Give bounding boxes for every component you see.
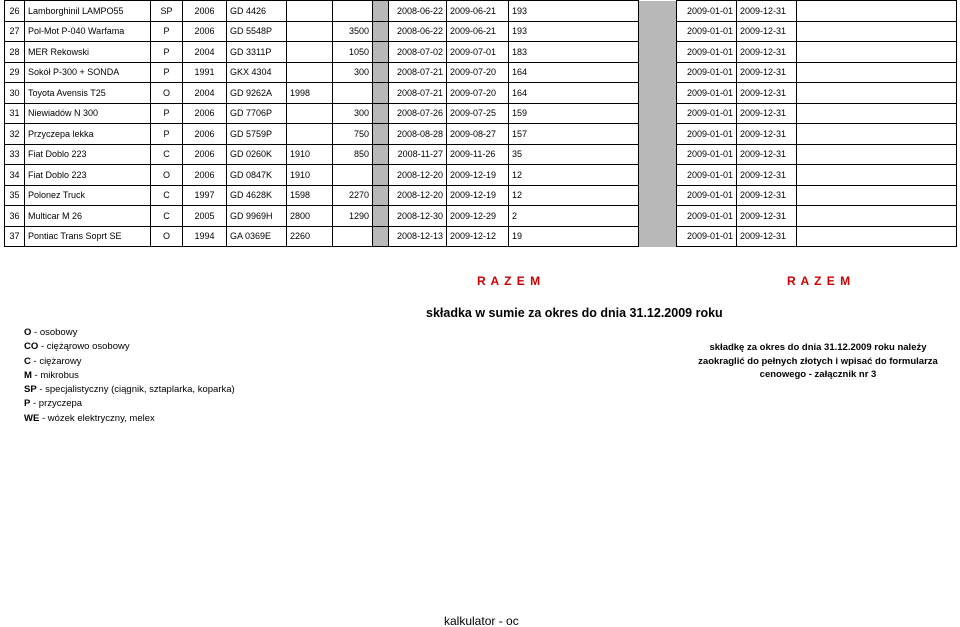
cell-tail — [797, 226, 957, 247]
cell-tail — [797, 21, 957, 42]
cell-nr: 28 — [5, 42, 25, 63]
cell-nr: 34 — [5, 165, 25, 186]
cell-year: 2006 — [183, 144, 227, 165]
cell-dmc: 1050 — [333, 42, 373, 63]
cell-reg: GD 0847K — [227, 165, 287, 186]
cell-sep — [639, 1, 677, 22]
cell-tail — [797, 83, 957, 104]
cell-nr: 27 — [5, 21, 25, 42]
cell-reg: GD 7706P — [227, 103, 287, 124]
cell-ccm — [287, 42, 333, 63]
cell-name: Pol-Mot P-040 Warfama — [25, 21, 151, 42]
cell-reg: GA 0369E — [227, 226, 287, 247]
cell-type: O — [151, 165, 183, 186]
cell-name: Lamborghinil LAMPO55 — [25, 1, 151, 22]
table-row — [5, 42, 957, 63]
cell-perto: 2009-12-31 — [737, 185, 797, 206]
cell-year: 1991 — [183, 62, 227, 83]
premium-summary-title: składka w sumie za okres do dnia 31.12.2009 roku — [426, 306, 723, 320]
cell-days: 12 — [509, 165, 639, 186]
cell-type: P — [151, 21, 183, 42]
cell-perto: 2009-12-31 — [737, 62, 797, 83]
cell-tail — [797, 103, 957, 124]
cell-perto: 2009-12-31 — [737, 83, 797, 104]
cell-to: 2009-12-19 — [447, 185, 509, 206]
cell-to: 2009-12-12 — [447, 226, 509, 247]
cell-nr: 30 — [5, 83, 25, 104]
cell-nr: 37 — [5, 226, 25, 247]
cell-sep — [639, 165, 677, 186]
cell-load — [373, 21, 389, 42]
cell-perfrom: 2009-01-01 — [677, 185, 737, 206]
cell-dmc — [333, 226, 373, 247]
cell-perto: 2009-12-31 — [737, 124, 797, 145]
cell-reg: GD 3311P — [227, 42, 287, 63]
cell-perfrom: 2009-01-01 — [677, 21, 737, 42]
cell-perto: 2009-12-31 — [737, 206, 797, 227]
cell-perto: 2009-12-31 — [737, 144, 797, 165]
cell-from: 2008-06-22 — [389, 1, 447, 22]
cell-type: SP — [151, 1, 183, 22]
table-row — [5, 165, 957, 186]
cell-from: 2008-07-21 — [389, 62, 447, 83]
cell-reg: GKX 4304 — [227, 62, 287, 83]
cell-year: 2006 — [183, 103, 227, 124]
cell-sep — [639, 83, 677, 104]
cell-tail — [797, 185, 957, 206]
cell-perto: 2009-12-31 — [737, 103, 797, 124]
cell-from: 2008-12-13 — [389, 226, 447, 247]
cell-dmc: 2270 — [333, 185, 373, 206]
cell-dmc — [333, 1, 373, 22]
cell-year: 2005 — [183, 206, 227, 227]
cell-dmc: 750 — [333, 124, 373, 145]
cell-name: Fiat Doblo 223 — [25, 165, 151, 186]
cell-name: Przyczepa lekka — [25, 124, 151, 145]
cell-to: 2009-07-20 — [447, 83, 509, 104]
cell-sep — [639, 226, 677, 247]
cell-reg: GD 5759P — [227, 124, 287, 145]
cell-year: 2006 — [183, 124, 227, 145]
cell-from: 2008-12-20 — [389, 165, 447, 186]
cell-load — [373, 1, 389, 22]
cell-tail — [797, 124, 957, 145]
cell-perfrom: 2009-01-01 — [677, 144, 737, 165]
cell-perfrom: 2009-01-01 — [677, 62, 737, 83]
cell-load — [373, 103, 389, 124]
cell-perfrom: 2009-01-01 — [677, 103, 737, 124]
cell-type: O — [151, 226, 183, 247]
cell-load — [373, 62, 389, 83]
cell-reg: GD 5548P — [227, 21, 287, 42]
vehicle-table — [4, 0, 957, 247]
legend-item: C - ciężarowy — [24, 355, 82, 367]
cell-sep — [639, 62, 677, 83]
cell-name: Multicar M 26 — [25, 206, 151, 227]
cell-ccm — [287, 124, 333, 145]
cell-sep — [639, 206, 677, 227]
cell-load — [373, 165, 389, 186]
cell-load — [373, 42, 389, 63]
cell-perto: 2009-12-31 — [737, 226, 797, 247]
cell-to: 2009-07-01 — [447, 42, 509, 63]
cell-tail — [797, 42, 957, 63]
cell-days: 164 — [509, 83, 639, 104]
cell-load — [373, 83, 389, 104]
cell-perfrom: 2009-01-01 — [677, 206, 737, 227]
cell-tail — [797, 144, 957, 165]
cell-to: 2009-06-21 — [447, 21, 509, 42]
cell-reg: GD 9969H — [227, 206, 287, 227]
cell-type: P — [151, 62, 183, 83]
cell-year: 2006 — [183, 165, 227, 186]
cell-load — [373, 124, 389, 145]
cell-nr: 35 — [5, 185, 25, 206]
cell-perfrom: 2009-01-01 — [677, 165, 737, 186]
cell-type: C — [151, 144, 183, 165]
cell-from: 2008-12-20 — [389, 185, 447, 206]
cell-year: 1994 — [183, 226, 227, 247]
table-row — [5, 62, 957, 83]
cell-year: 2004 — [183, 42, 227, 63]
cell-dmc: 300 — [333, 103, 373, 124]
cell-to: 2009-12-19 — [447, 165, 509, 186]
cell-ccm: 2800 — [287, 206, 333, 227]
cell-nr: 36 — [5, 206, 25, 227]
table-row — [5, 1, 957, 22]
cell-sep — [639, 144, 677, 165]
cell-tail — [797, 206, 957, 227]
cell-sep — [639, 185, 677, 206]
cell-days: 193 — [509, 21, 639, 42]
legend-item: SP - specjalistyczny (ciągnik, sztaplarka, koparka) — [24, 384, 235, 396]
cell-days: 2 — [509, 206, 639, 227]
cell-load — [373, 226, 389, 247]
cell-from: 2008-06-22 — [389, 21, 447, 42]
cell-dmc: 850 — [333, 144, 373, 165]
cell-name: Fiat Doblo 223 — [25, 144, 151, 165]
cell-to: 2009-07-25 — [447, 103, 509, 124]
cell-name: Pontiac Trans Soprt SE — [25, 226, 151, 247]
cell-nr: 29 — [5, 62, 25, 83]
cell-year: 2006 — [183, 1, 227, 22]
table-row — [5, 206, 957, 227]
cell-days: 35 — [509, 144, 639, 165]
cell-from: 2008-11-27 — [389, 144, 447, 165]
cell-dmc: 300 — [333, 62, 373, 83]
cell-tail — [797, 62, 957, 83]
cell-days: 183 — [509, 42, 639, 63]
cell-days: 19 — [509, 226, 639, 247]
cell-reg: GD 4426 — [227, 1, 287, 22]
cell-perfrom: 2009-01-01 — [677, 83, 737, 104]
table-row — [5, 226, 957, 247]
cell-from: 2008-07-21 — [389, 83, 447, 104]
cell-to: 2009-07-20 — [447, 62, 509, 83]
cell-perfrom: 2009-01-01 — [677, 124, 737, 145]
cell-dmc — [333, 83, 373, 104]
cell-perfrom: 2009-01-01 — [677, 1, 737, 22]
footer-label: kalkulator - oc — [444, 614, 519, 627]
cell-nr: 32 — [5, 124, 25, 145]
cell-sep — [639, 42, 677, 63]
cell-ccm — [287, 1, 333, 22]
cell-ccm: 1910 — [287, 165, 333, 186]
cell-name: MER Rekowski — [25, 42, 151, 63]
cell-to: 2009-11-26 — [447, 144, 509, 165]
cell-year: 2004 — [183, 83, 227, 104]
cell-reg: GD 4628K — [227, 185, 287, 206]
cell-perto: 2009-12-31 — [737, 165, 797, 186]
cell-sep — [639, 103, 677, 124]
cell-perto: 2009-12-31 — [737, 42, 797, 63]
table-row — [5, 144, 957, 165]
cell-perfrom: 2009-01-01 — [677, 226, 737, 247]
cell-type: P — [151, 103, 183, 124]
razem-label-left: R A Z E M — [477, 274, 542, 288]
table-row — [5, 103, 957, 124]
cell-name: Polonez Truck — [25, 185, 151, 206]
cell-tail — [797, 165, 957, 186]
vehicle-type-legend — [24, 326, 235, 426]
cell-dmc: 1290 — [333, 206, 373, 227]
cell-name: Toyota Avensis T25 — [25, 83, 151, 104]
cell-days: 193 — [509, 1, 639, 22]
cell-type: O — [151, 83, 183, 104]
cell-nr: 33 — [5, 144, 25, 165]
cell-days: 159 — [509, 103, 639, 124]
cell-ccm: 1910 — [287, 144, 333, 165]
cell-days: 157 — [509, 124, 639, 145]
cell-sep — [639, 21, 677, 42]
cell-from: 2008-07-26 — [389, 103, 447, 124]
rounding-note: składkę za okres do dnia 31.12.2009 roku należy zaokraglić do pełnych złotych i wpisać do formularza cenowego - załącznik nr 3 — [698, 342, 938, 380]
cell-reg: GD 0260K — [227, 144, 287, 165]
cell-dmc — [333, 165, 373, 186]
cell-dmc: 3500 — [333, 21, 373, 42]
cell-from: 2008-12-30 — [389, 206, 447, 227]
cell-days: 12 — [509, 185, 639, 206]
cell-perfrom: 2009-01-01 — [677, 42, 737, 63]
cell-to: 2009-08-27 — [447, 124, 509, 145]
cell-from: 2008-08-28 — [389, 124, 447, 145]
cell-perto: 2009-12-31 — [737, 21, 797, 42]
cell-perto: 2009-12-31 — [737, 1, 797, 22]
cell-type: C — [151, 185, 183, 206]
cell-ccm — [287, 103, 333, 124]
cell-to: 2009-06-21 — [447, 1, 509, 22]
cell-year: 1997 — [183, 185, 227, 206]
razem-label-right: R A Z E M — [787, 274, 852, 288]
cell-type: P — [151, 42, 183, 63]
legend-item: P - przyczepa — [24, 398, 83, 410]
cell-ccm: 1998 — [287, 83, 333, 104]
cell-from: 2008-07-02 — [389, 42, 447, 63]
cell-ccm — [287, 62, 333, 83]
cell-sep — [639, 124, 677, 145]
cell-nr: 26 — [5, 1, 25, 22]
cell-days: 164 — [509, 62, 639, 83]
cell-ccm — [287, 21, 333, 42]
table-row — [5, 185, 957, 206]
table-row — [5, 83, 957, 104]
legend-item: O - osobowy — [24, 327, 78, 338]
cell-name: Niewiadów N 300 — [25, 103, 151, 124]
table-row — [5, 21, 957, 42]
cell-load — [373, 144, 389, 165]
table-row — [5, 124, 957, 145]
cell-nr: 31 — [5, 103, 25, 124]
cell-load — [373, 206, 389, 227]
legend-item: CO - ciężąrowo osobowy — [24, 341, 130, 353]
legend-item: WE - wózek elektryczny, melex — [24, 412, 155, 424]
cell-to: 2009-12-29 — [447, 206, 509, 227]
cell-year: 2006 — [183, 21, 227, 42]
cell-tail — [797, 1, 957, 22]
cell-type: P — [151, 124, 183, 145]
cell-ccm: 1598 — [287, 185, 333, 206]
cell-ccm: 2260 — [287, 226, 333, 247]
cell-type: C — [151, 206, 183, 227]
cell-load — [373, 185, 389, 206]
cell-name: Sokół P-300 + SONDA — [25, 62, 151, 83]
cell-reg: GD 9262A — [227, 83, 287, 104]
legend-item: M - mikrobus — [24, 369, 79, 381]
